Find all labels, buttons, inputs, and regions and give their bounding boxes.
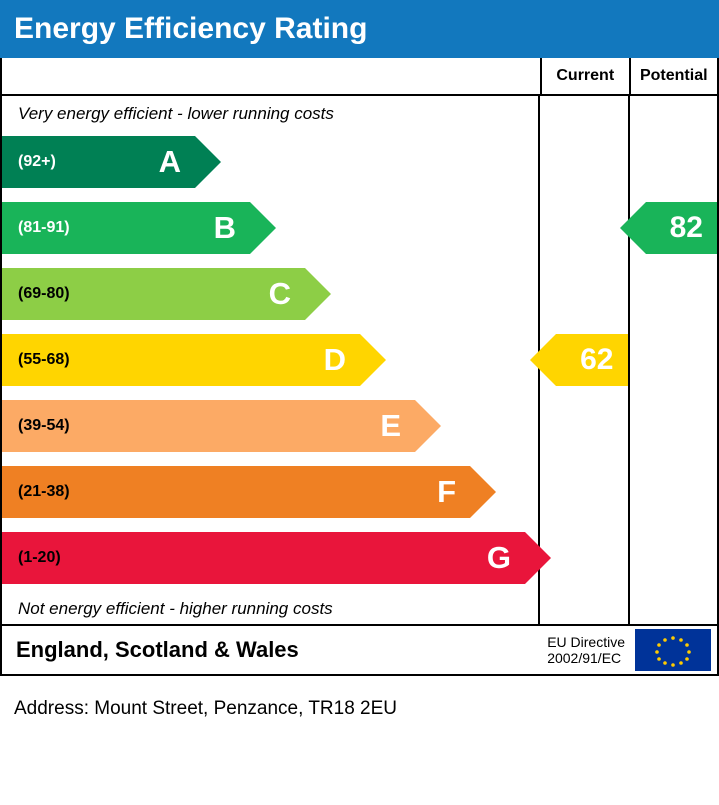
table-header-row (2, 58, 717, 96)
band-row-e (2, 393, 538, 459)
caption-bottom: Not energy efficient - higher running costs (18, 599, 333, 618)
column-header-potential: Potential (639, 67, 708, 84)
band-letter-c: C (268, 276, 291, 311)
potential-rating-marker: 82 (646, 202, 718, 254)
chart-footer (2, 624, 717, 674)
band-bar-b (2, 202, 250, 254)
band-range-e: (39-54) (18, 417, 70, 434)
column-header-current: Current (542, 58, 631, 94)
band-letter-e: E (380, 408, 401, 443)
band-letter-g: G (486, 540, 511, 575)
band-bar-f (2, 466, 470, 518)
band-letter-f: F (437, 474, 456, 509)
band-range-g: (1-20) (18, 549, 61, 566)
current-rating-column (540, 96, 630, 624)
eu-flag-icon (635, 629, 711, 671)
band-letter-a: A (158, 144, 181, 179)
band-row-c (2, 261, 538, 327)
current-rating-marker: 62 (556, 334, 628, 386)
directive-line-1: EU Directive (547, 634, 625, 650)
page-title: Energy Efficiency Rating (14, 12, 368, 45)
chart-body (2, 96, 717, 624)
caption-top: Very energy efficient - lower running costs (18, 104, 334, 123)
band-range-f: (21-38) (18, 483, 70, 500)
band-row-f (2, 459, 538, 525)
band-range-a: (92+) (18, 153, 56, 170)
band-bar-a (2, 136, 195, 188)
bands-column (2, 96, 540, 624)
band-range-b: (81-91) (18, 219, 70, 236)
property-address: Address: Mount Street, Penzance, TR18 2EU (14, 698, 398, 719)
chart-title-bar (0, 0, 719, 58)
band-bar-e (2, 400, 415, 452)
footer-region: England, Scotland & Wales (16, 637, 299, 662)
chart-frame (0, 58, 719, 676)
footer-directive (547, 626, 635, 674)
band-row-a (2, 129, 538, 195)
band-row-g (2, 525, 538, 591)
band-bar-d (2, 334, 360, 386)
band-row-b (2, 195, 538, 261)
band-letter-b: B (213, 210, 236, 245)
band-list (2, 129, 538, 591)
directive-line-2: 2002/91/EC (547, 650, 622, 666)
band-bar-c (2, 268, 305, 320)
header-spacer (2, 58, 542, 94)
band-letter-d: D (323, 342, 346, 377)
band-row-d (2, 327, 538, 393)
band-range-c: (69-80) (18, 285, 70, 302)
band-range-d: (55-68) (18, 351, 70, 368)
band-bar-g (2, 532, 525, 584)
potential-rating-column (630, 96, 718, 624)
